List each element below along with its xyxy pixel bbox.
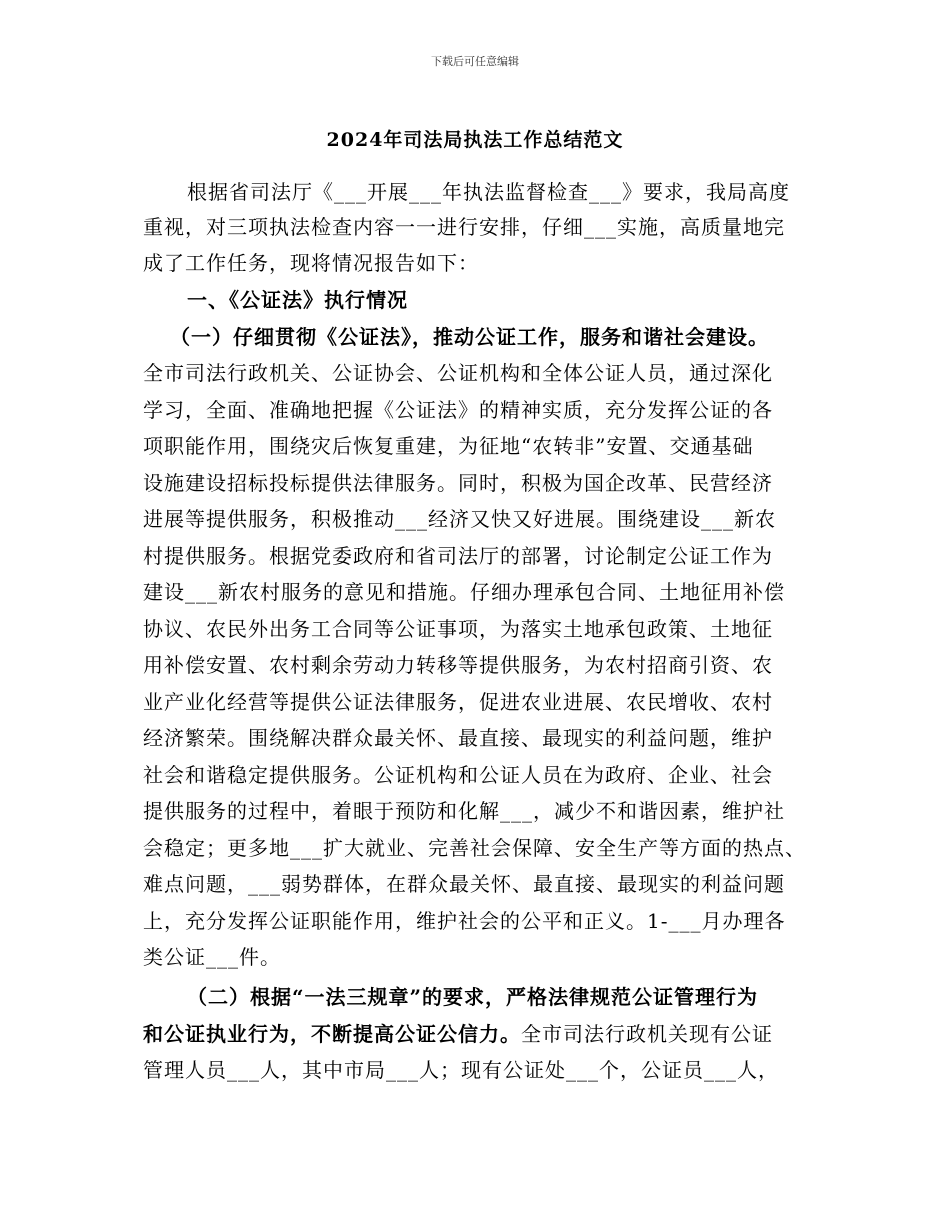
paragraph-line: 根据省司法厅《___开展___年执法监督检查___》要求，我局高度 (187, 180, 790, 204)
paragraph-line: 重视，对三项执法检查内容一一进行安排，仔细___实施，高质量地完 (143, 215, 785, 239)
paragraph-line: 社会和谐稳定提供服务。公证机构和公证人员在为政府、企业、社会 (143, 763, 773, 787)
paragraph-line: 管理人员___人，其中市局___人；现有公证处___个，公证员___人， (143, 1058, 779, 1082)
bold-lead-in: 和公证执业行为，不断提高公证公信力。 (143, 1022, 521, 1046)
paragraph-line: 全市司法行政机关、公证协会、公证机构和全体公证人员，通过深化 (143, 361, 773, 385)
paragraph-line: 业产业化经营等提供公证法律服务，促进农业进展、农民增收、农村 (143, 690, 773, 714)
paragraph-line: 会稳定；更多地___扩大就业、完善社会保障、安全生产等方面的热点、 (143, 836, 806, 860)
paragraph-line: 学习，全面、准确地把握《公证法》的精神实质，充分发挥公证的各 (143, 398, 773, 422)
paragraph-line: 村提供服务。根据党委政府和省司法厅的部署，讨论制定公证工作为 (143, 544, 773, 568)
subsection-heading: （一）仔细贯彻《公证法》，推动公证工作，服务和谐社会建设。 (170, 325, 769, 349)
paragraph-line: 提供服务的过程中，着眼于预防和化解___，减少不和谐因素，维护社 (143, 799, 785, 823)
paragraph-line: 上，充分发挥公证职能作用，维护社会的公平和正义。1-___月办理各 (143, 909, 786, 933)
paragraph-line: 用补偿安置、农村剩余劳动力转移等提供服务，为农村招商引资、农 (143, 653, 773, 677)
paragraph-line: 类公证___件。 (143, 945, 281, 969)
paragraph-line: 经济繁荣。围绕解决群众最关怀、最直接、最现实的利益问题，维护 (143, 726, 773, 750)
paragraph-line: 设施建设招标投标提供法律服务。同时，积极为国企改革、民营经济 (143, 471, 773, 495)
paragraph-line: 协议、农民外出务工合同等公证事项，为落实土地承包政策、土地征 (143, 617, 773, 641)
document-title: 2024年司法局执法工作总结范文 (326, 129, 624, 151)
subsection-heading: （二）根据“一法三规章”的要求，严格法律规范公证管理行为 (187, 985, 759, 1009)
header-note: 下载后可任意编辑 (431, 55, 519, 68)
section-heading: 一、《公证法》执行情况 (187, 288, 408, 312)
paragraph-line: 成了工作任务，现将情况报告如下： (143, 251, 479, 275)
paragraph-line: 进展等提供服务，积极推动___经济又快又好进展。围绕建设___新农 (143, 507, 776, 531)
paragraph-line: 建设___新农村服务的意见和措施。仔细办理承包合同、土地征用补偿 (143, 580, 785, 604)
paragraph-line: 项职能作用，围绕灾后恢复重建，为征地“农转非”安置、交通基础 (143, 434, 754, 458)
line-text: 全市司法行政机关现有公证 (521, 1022, 773, 1046)
paragraph-line (143, 1020, 773, 1048)
paragraph-line: 难点问题，___弱势群体，在群众最关怀、最直接、最现实的利益问题 (143, 872, 785, 896)
